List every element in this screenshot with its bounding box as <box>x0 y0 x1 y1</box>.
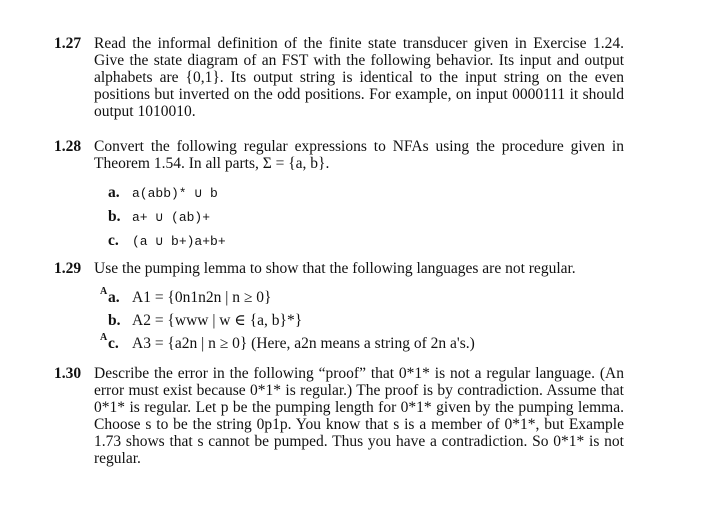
regex-expression: a+ ∪ (ab)+ <box>132 210 211 225</box>
exercise-text <box>94 365 624 467</box>
exercise-1-29-parts <box>94 286 624 355</box>
part-label: c. <box>108 232 119 249</box>
exercise-1-30 <box>54 365 624 467</box>
language-definition: A3 = {a2n | n ≥ 0} (Here, a2n means a string of 2n a's.) <box>132 335 475 352</box>
language-definition: A1 = {0n1n2n | n ≥ 0} <box>132 289 272 306</box>
part-c <box>94 229 624 253</box>
part-label: A c. <box>108 332 119 355</box>
part-b <box>94 309 624 332</box>
exercise-text <box>94 35 624 120</box>
exercise-text <box>94 138 624 172</box>
exercise-number: 1.27 <box>54 35 82 52</box>
part-c <box>94 332 624 355</box>
exercise-1-27-text: Read the informal definition of the finite state transducer given in Exercise 1.24. Give the state diagram of an FST with the following behavior. Its input and output alphabets are {0,1}. Its output string is identical to the input string on the even positions but inverted on the odd positions. For example, on input 0000111 it should output 1010010. <box>94 35 624 120</box>
part-label: b. <box>108 312 121 329</box>
advanced-marker: A <box>100 332 108 343</box>
exercise-1-29-text: Use the pumping lemma to show that the following languages are not regular. <box>94 260 576 277</box>
part-label: a. <box>108 184 120 201</box>
exercise-1-28-text: Convert the following regular expressions to NFAs using the procedure given in Theorem 1.54. In all parts, Σ = {a, b}. <box>94 138 624 172</box>
regex-expression: a(abb)* ∪ b <box>132 186 218 201</box>
advanced-marker: A <box>100 286 108 297</box>
language-definition: A2 = {www | w ∈ {a, b}*} <box>132 312 303 329</box>
part-label: b. <box>108 208 121 225</box>
regex-expression: (a ∪ b+)a+b+ <box>132 234 226 249</box>
exercise-number: 1.30 <box>54 365 82 382</box>
exercise-1-28 <box>54 138 624 253</box>
exercise-1-27 <box>54 35 624 120</box>
part-b <box>94 205 624 229</box>
part-a <box>94 181 624 205</box>
exercise-number: 1.28 <box>54 138 82 155</box>
exercise-1-30-text: Describe the error in the following “proof” that 0*1* is not a regular language. (An error must exist because 0*1* is regular.) The proof is by contradiction. Assume that 0*1* is regular. Let p be the pumping length for 0*1* given by the pumping lemma. Choose s to be the string 0p1p. You know that s is a member of 0*1*, but Example 1.73 shows that s cannot be pumped. Thus you have a contradiction. So 0*1* is not regular. <box>94 365 624 467</box>
part-a <box>94 286 624 309</box>
exercise-1-28-parts <box>94 181 624 253</box>
exercise-number: 1.29 <box>54 260 82 277</box>
exercise-1-29 <box>54 260 624 355</box>
exercise-text <box>94 260 624 277</box>
part-label: A a. <box>108 286 120 309</box>
